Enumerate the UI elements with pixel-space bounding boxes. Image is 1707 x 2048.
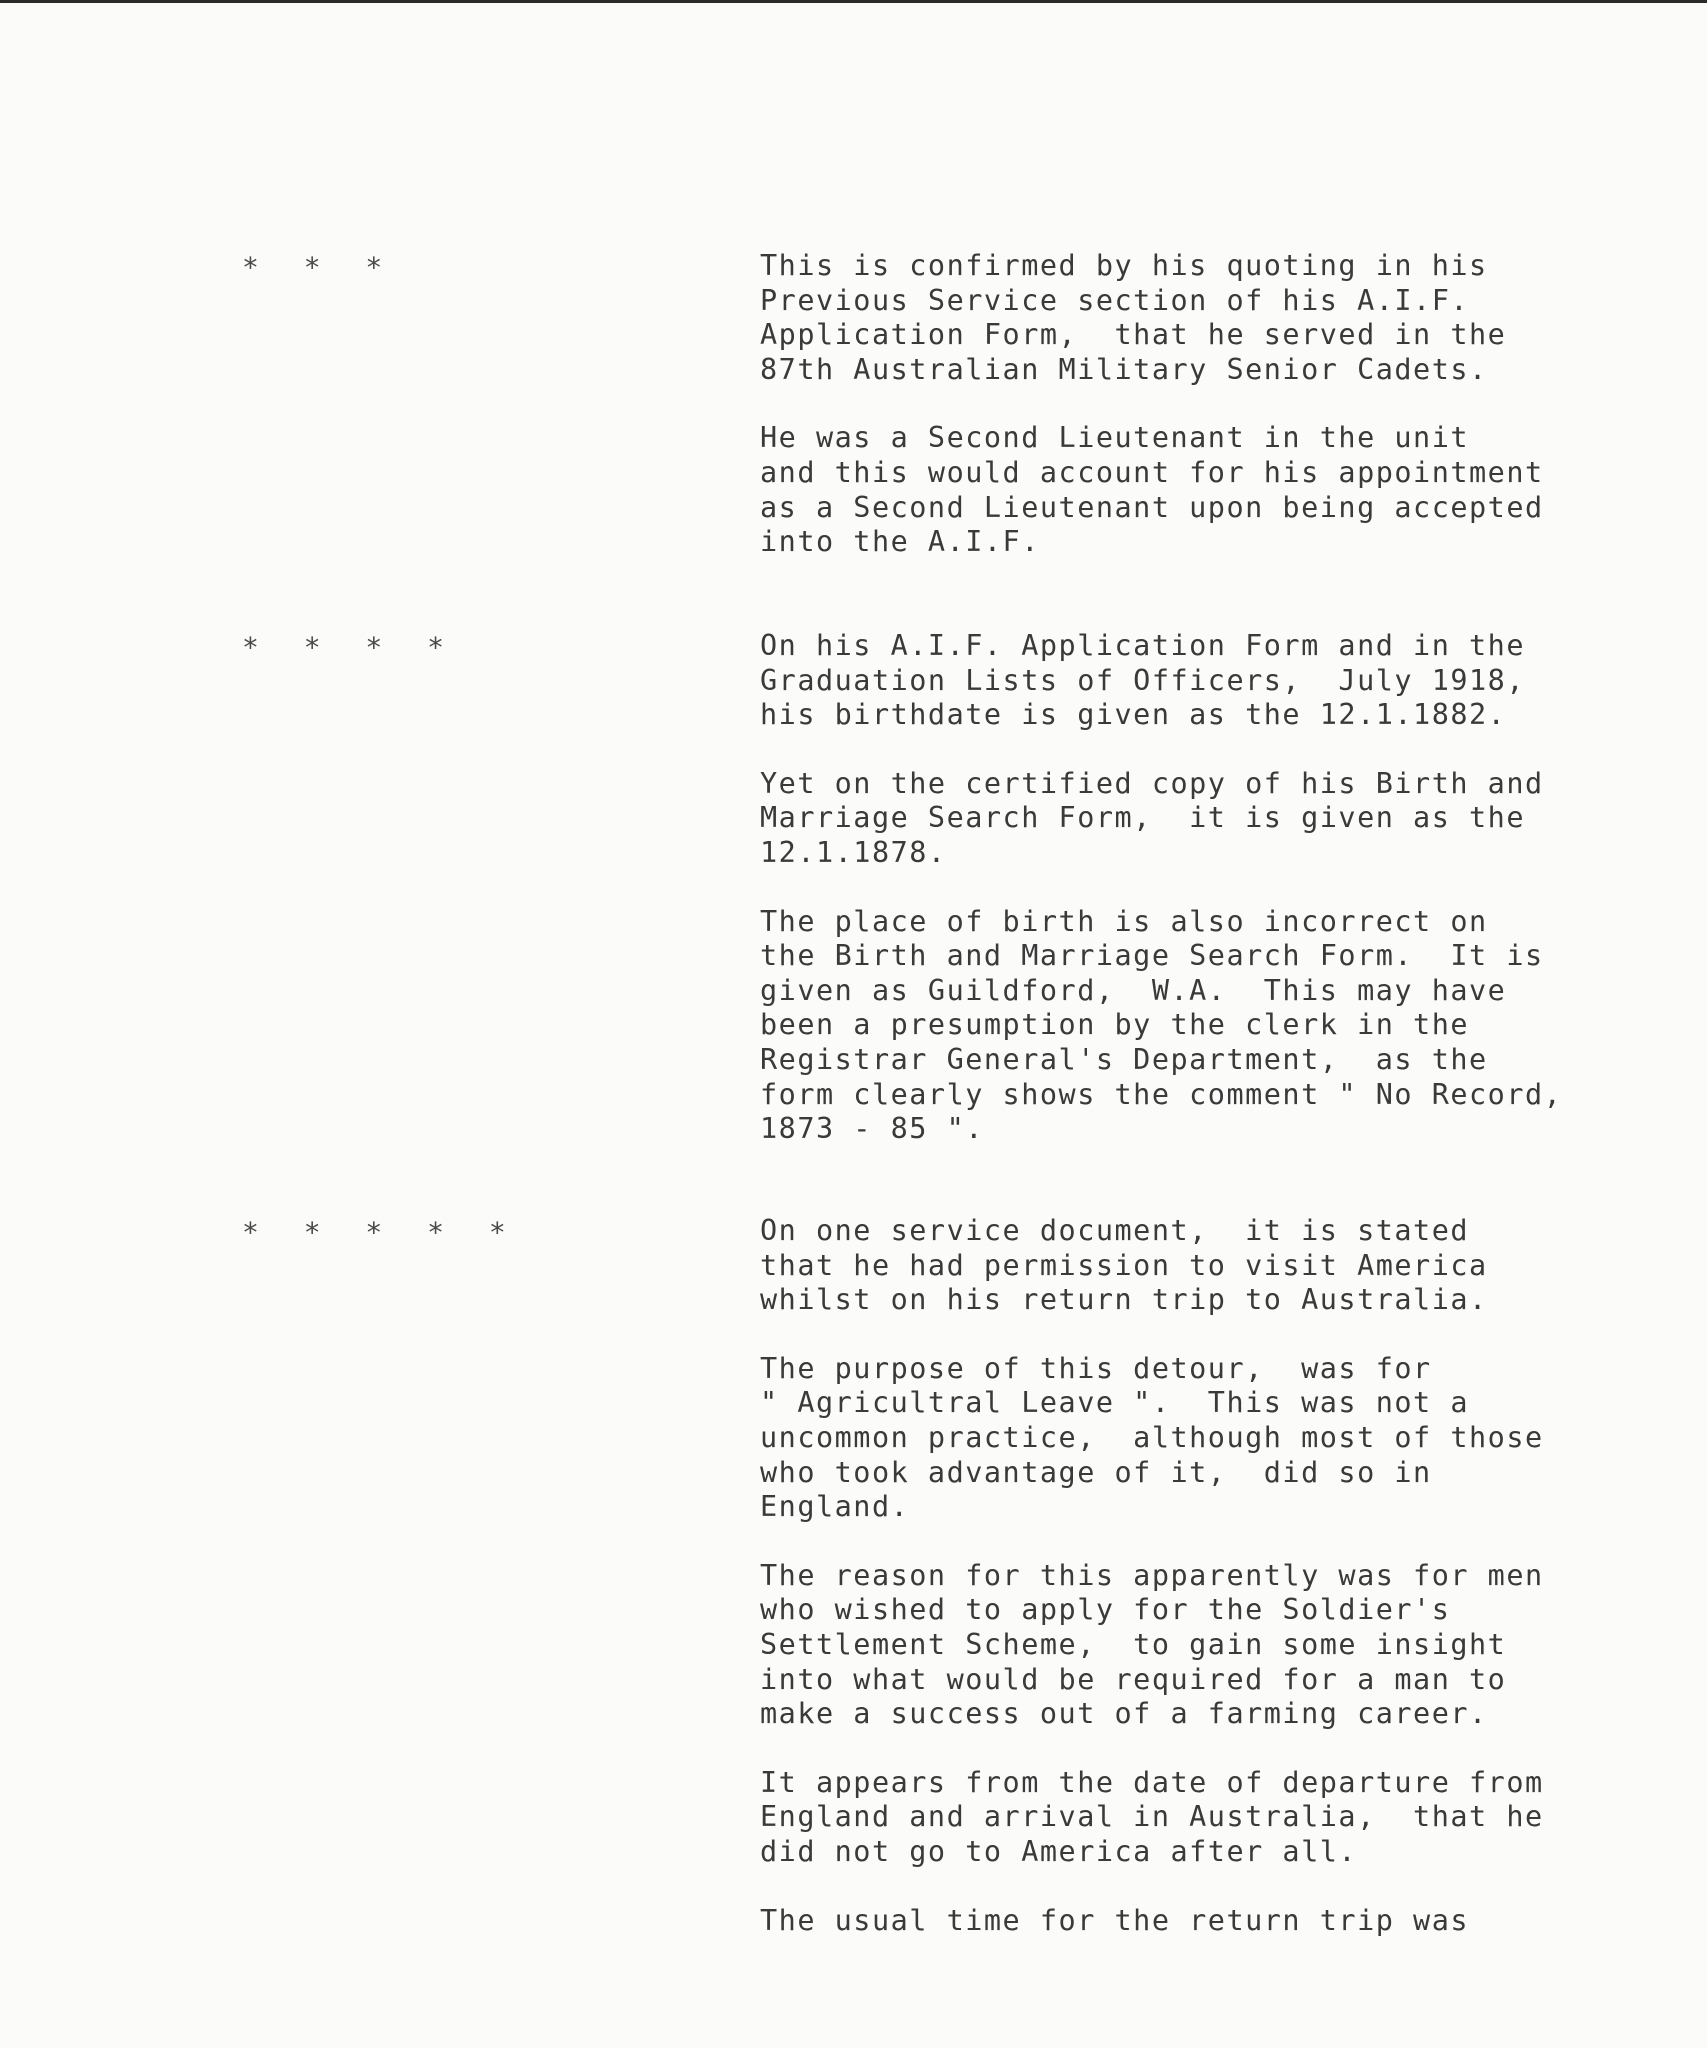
paragraph: The usual time for the return trip was [760, 1903, 1470, 1937]
paragraph: He was a Second Lieutenant in the unit and this would account for his appointment as a Second Lieutenant upon being accepted into the A.I.F. [760, 421, 1544, 559]
footnote-marker-5: * * * * * [242, 1216, 520, 1249]
footnote-5-text [760, 1214, 1660, 1938]
paragraph: The purpose of this detour, was for " Agricultral Leave ". This was not a uncommon practice, although most of those who took advantage of it, did so in England. [760, 1351, 1544, 1524]
top-edge-rule [0, 0, 1707, 3]
paragraph: It appears from the date of departure from England and arrival in Australia, that he did not go to America after all. [760, 1765, 1544, 1868]
paragraph: The place of birth is also incorrect on the Birth and Marriage Search Form. It is given as Guildford, W.A. This may have been a presumption by the clerk in the Registrar General's Department, as the form clearly shows the comment " No Record, 1873 - 85 ". [760, 904, 1563, 1146]
paragraph: The reason for this apparently was for men who wished to apply for the Soldier's Settlement Scheme, to gain some insight into what would be required for a man to make a success out of a farming career. [760, 1558, 1544, 1731]
footnote-4-text [760, 629, 1660, 1147]
footnote-3-text [760, 249, 1660, 560]
footnote-marker-4: * * * * [242, 631, 459, 664]
paragraph: On his A.I.F. Application Form and in the Graduation Lists of Officers, July 1918, his birthdate is given as the 12.1.1882. [760, 629, 1525, 732]
paragraph: This is confirmed by his quoting in his Previous Service section of his A.I.F. Application Form, that he served in the 87th Australian Military Senior Cadets. [760, 249, 1507, 386]
paragraph: On one service document, it is stated that he had permission to visit America whilst on his return trip to Australia. [760, 1214, 1488, 1317]
footnote-marker-3: * * * [242, 251, 397, 284]
paragraph: Yet on the certified copy of his Birth and Marriage Search Form, it is given as the 12.1.1878. [760, 766, 1544, 869]
